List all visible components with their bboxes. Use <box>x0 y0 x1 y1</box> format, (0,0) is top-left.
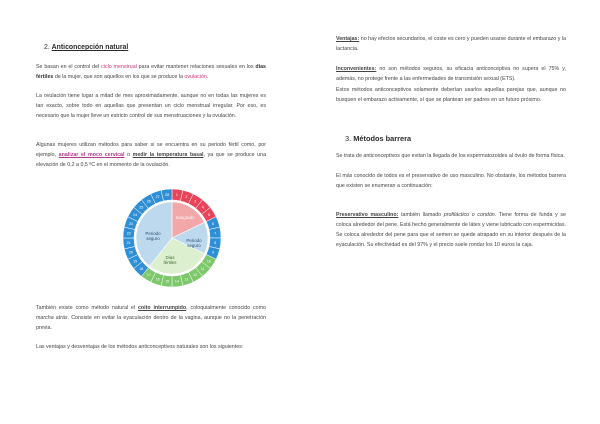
paragraph-barrera-conocido <box>336 171 566 191</box>
cycle-day-number: 7 <box>214 231 217 236</box>
cycle-day-number: 2 <box>185 195 188 200</box>
cycle-day-number: 8 <box>214 241 217 246</box>
cycle-day-number: 11 <box>200 267 205 272</box>
text-run: profiláctico o condón <box>443 212 495 218</box>
cycle-day-number: 22 <box>126 231 131 236</box>
paragraph-ovulacion <box>36 91 266 121</box>
text-run: El más conocido de todos es el preservativo de uso masculino. No obstante, los métodos barrera que existen se enumeran a continuación: <box>336 173 566 190</box>
menstrual-cycle-wheel <box>122 188 222 288</box>
cycle-day-number: 26 <box>146 199 151 204</box>
paragraph-barrera-definicion <box>336 151 566 161</box>
cycle-day-number: 12 <box>193 273 198 278</box>
periodo-seguro-right-label: Periodo seguro <box>186 238 202 249</box>
text-run: también llamado <box>398 212 444 218</box>
paragraph-coito-interrumpido <box>36 303 266 333</box>
dias-fertiles-label: Días fértiles <box>163 255 177 266</box>
text-run: marcha atrás <box>36 315 68 322</box>
cycle-day-number: 23 <box>128 221 133 226</box>
text-run: Inconvenientes: <box>336 66 377 72</box>
text-run: Preservativo masculino: <box>336 212 399 218</box>
cycle-day-number: 21 <box>126 241 131 246</box>
cycle-day-number: 9 <box>212 250 215 255</box>
cycle-day-number: 16 <box>155 277 160 282</box>
cycle-day-number: 17 <box>146 273 151 278</box>
paragraph-uso-natural <box>336 85 566 105</box>
paragraph-metodos-fertilidad <box>36 140 266 170</box>
section-heading-natural-text: Anticoncepción natural <box>51 44 129 51</box>
text-run: Estos métodos anticonceptivos solamente deberían usarlos aquellas parejas que, aunque no busquen el embarazo activamente, sí que se plantean ser padres en un futuro próximo. <box>336 87 566 104</box>
sangrado-label: Sangrado <box>175 215 195 220</box>
cycle-day-number: 3 <box>194 199 197 204</box>
periodo-seguro-left-label: Periodo seguro <box>145 231 161 242</box>
paragraph-ventajas-intro <box>36 342 266 352</box>
cycle-day-number: 18 <box>139 267 144 272</box>
text-run: . Consiste en evitar la eyaculación dentro de la vagina, aunque no la penetración previa. <box>36 315 266 332</box>
text-run: , coloquialmente conocido como <box>186 305 266 311</box>
text-run: La ovulación tiene lugar a mitad de mes aproximadamente, aunque no en todas las mujeres es tan exacto, sobre todo en aquellas que presentan un ciclo menstrual irregular. Por eso, es necesario que la mujer lleve un estricto control de sus menstruaciones y la ovulación. <box>36 93 266 120</box>
text-run: Las ventajas y desventajas de los métodos anticonceptivos naturales son los siguientes: <box>36 344 244 350</box>
cycle-day-number: 10 <box>206 259 211 264</box>
text-run: Se basan en el control del <box>36 64 102 70</box>
section-heading-barrera-text: Métodos barrera <box>353 134 412 143</box>
text-run: analizar el moco cervical <box>58 152 125 159</box>
cycle-day-number: 14 <box>174 279 179 284</box>
text-run[interactable]: ciclo menstrual <box>101 64 137 70</box>
text-run: o <box>124 152 133 159</box>
text-run: También existe como método natural el <box>36 305 138 311</box>
paragraph-inconvenientes <box>336 64 566 84</box>
cycle-day-number: 28 <box>165 193 170 198</box>
text-run: no son métodos seguros, su eficacia anticonceptiva no supera el 75% y, además, no protege frente a las enfermedades de transmisión sexual (ETS). <box>336 66 566 83</box>
cycle-day-number: 25 <box>139 205 144 210</box>
text-run: días fértiles <box>36 64 266 81</box>
cycle-day-number: 4 <box>201 205 204 210</box>
paragraph-ciclo <box>36 62 266 82</box>
cycle-day-number: 19 <box>133 259 138 264</box>
cycle-day-number: 24 <box>133 213 138 218</box>
section-heading-natural: 2. Anticoncepción natural <box>44 44 129 51</box>
text-run: , ya que se produce una elevación de 0,2 a 0,5 ºC en el momento de la ovulación. <box>36 152 267 169</box>
text-run: Algunas mujeres utilizan métodos para saber si se encuentra en su periodo fértil como, por ejemplo, <box>36 142 266 159</box>
cycle-day-number: 15 <box>165 279 170 284</box>
text-run: de la mujer, que son aquellos en los que se produce la <box>53 74 185 81</box>
text-run: para evitar mantener relaciones sexuales en los <box>136 64 256 70</box>
section-heading-barrera: 3. Métodos barrera <box>345 134 412 143</box>
cycle-day-number: 20 <box>128 250 133 255</box>
text-run: coito interrumpido <box>137 305 187 311</box>
cycle-day-number: 1 <box>175 193 178 198</box>
text-run: medir la temperatura basal <box>132 152 204 159</box>
cycle-day-number: 6 <box>212 221 215 226</box>
paragraph-ventajas <box>336 34 566 54</box>
text-run: . <box>206 74 209 81</box>
text-run: Ventajas: <box>336 36 360 42</box>
paragraph-preservativo-masculino <box>336 210 566 250</box>
text-run: . Tiene forma de funda y se coloca alrededor del pene. Está hecho generalmente de látex y viene lubricado con espermicidas. Se coloca alrededor del pene para que el semen se quede atrapado en su interior después de la eyaculación. Su efectividad es del 97% y el precio suele rondar los 10 euros la caja. <box>336 212 566 249</box>
text-run[interactable]: ovulación <box>184 74 207 81</box>
text-run: Se trata de anticonceptivos que evitan la llegada de los espermatozoides al óvulo de forma física. <box>336 153 565 159</box>
cycle-day-number: 27 <box>155 195 160 200</box>
cycle-day-number: 13 <box>184 277 189 282</box>
cycle-day-number: 5 <box>207 213 210 218</box>
text-run: no hay efectos secundarios, el coste es cero y pueden usarse durante el embarazo y la lactancia. <box>336 36 566 53</box>
